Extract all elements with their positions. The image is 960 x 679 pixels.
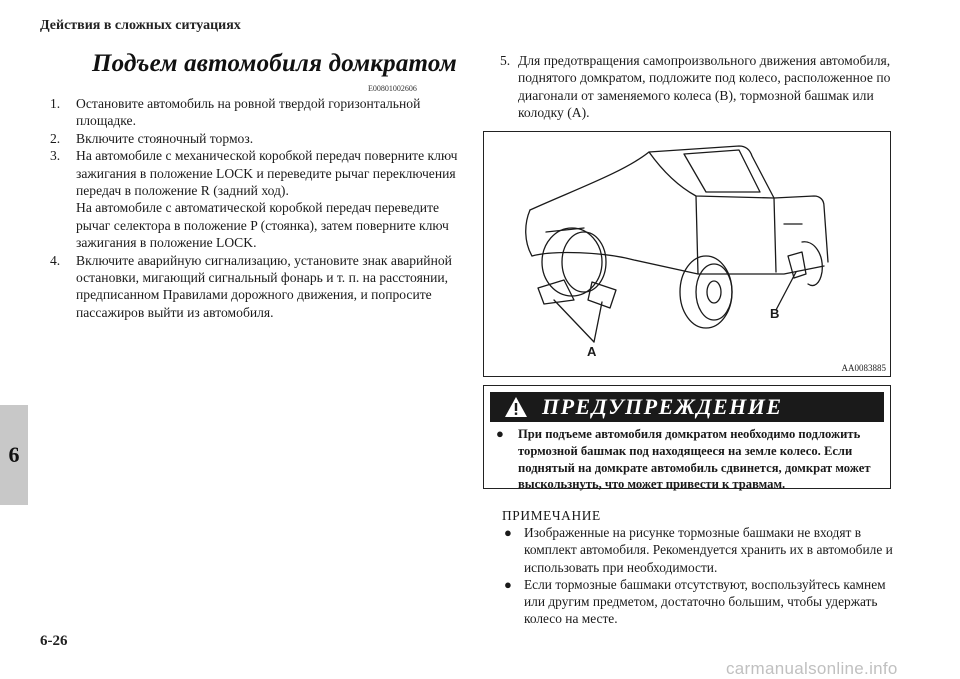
step-4 <box>50 252 470 322</box>
truck-illustration <box>484 132 890 376</box>
step-number: 4. <box>50 252 61 268</box>
warning-triangle-icon <box>504 396 528 418</box>
running-head: Действия в сложных ситуациях <box>40 18 241 33</box>
chapter-tab <box>0 405 28 505</box>
warning-item <box>496 426 882 493</box>
bullet-icon: ● <box>496 426 504 441</box>
warning-box <box>483 385 891 492</box>
step-number: 5. <box>500 53 511 68</box>
note-item <box>504 524 894 576</box>
step-number: 1. <box>50 96 61 111</box>
page-number: 6-26 <box>40 633 68 649</box>
step-text: Включите стояночный тормоз. <box>76 130 254 146</box>
bullet-icon: ● <box>504 525 512 541</box>
step-5 <box>500 52 900 122</box>
step-3 <box>50 147 470 251</box>
note-item <box>504 576 894 628</box>
step-number: 3. <box>50 148 61 164</box>
step-text: Остановите автомобиль на ровной твердой горизонтальной площадке. <box>76 96 421 129</box>
bullet-icon: ● <box>504 576 512 592</box>
chapter-tab-number: 6 <box>8 442 20 467</box>
note-text: Изображенные на рисунке тормозные башмаки не входят в комплект автомобиля. Рекомендуется хранить их в автомобиле и использовать при необходимости. <box>524 525 893 575</box>
section-title: Подъем автомобиля домкратом <box>92 50 457 77</box>
step-1 <box>50 95 470 130</box>
step-text: Для предотвращения самопроизвольного движения автомобиля, поднятого домкратом, подложите под колесо, расположенное по диагонали от заменяемого колеса (B), тормозной башмак или колодку (A). <box>518 53 891 121</box>
section-code: E00801002606 <box>368 84 417 93</box>
step-number: 2. <box>50 130 61 146</box>
note-text: Если тормозные башмаки отсутствуют, воспользуйтесь камнем или другим предметом, достаточно большим, чтобы удержать колесо на месте. <box>524 576 886 627</box>
step-2 <box>50 130 470 147</box>
note-heading: ПРИМЕЧАНИЕ <box>502 508 601 523</box>
label-a: A <box>587 344 597 359</box>
note-block <box>502 507 894 627</box>
figure-code: AA0083885 <box>841 363 886 373</box>
step-text: Включите аварийную сигнализацию, установите знак аварийной остановки, мигающий сигнальный фонарь и т. п. на расстоянии, предписанном Правилами дорожного движения, и попросите пассажиров выйти из автомобиля. <box>76 252 452 320</box>
warning-title: ПРЕДУПРЕЖДЕНИЕ <box>542 394 783 419</box>
figure-wheel-chocks <box>483 131 891 377</box>
steps-list <box>50 95 470 321</box>
warning-header <box>490 392 884 422</box>
step-text: На автомобиле с автоматической коробкой передач переведите рычаг селектора в положение P (стоянка), затем поверните ключ зажигания в положение LOCK. <box>76 200 449 251</box>
step-text: На автомобиле с механической коробкой передач поверните ключ зажигания в положение LOCK и переведите рычаг переключения передач в положение R (задний ход). <box>76 148 458 199</box>
label-b: B <box>770 306 780 321</box>
watermark: carmanualsonline.info <box>726 659 898 678</box>
warning-text: При подъеме автомобиля домкратом необходимо подложить тормозной башмак под находящееся на земле колесо. Если поднятый на домкрате автомобиль сдвинется, домкрат может выскользнуть, что может привести к травмам. <box>518 427 871 492</box>
